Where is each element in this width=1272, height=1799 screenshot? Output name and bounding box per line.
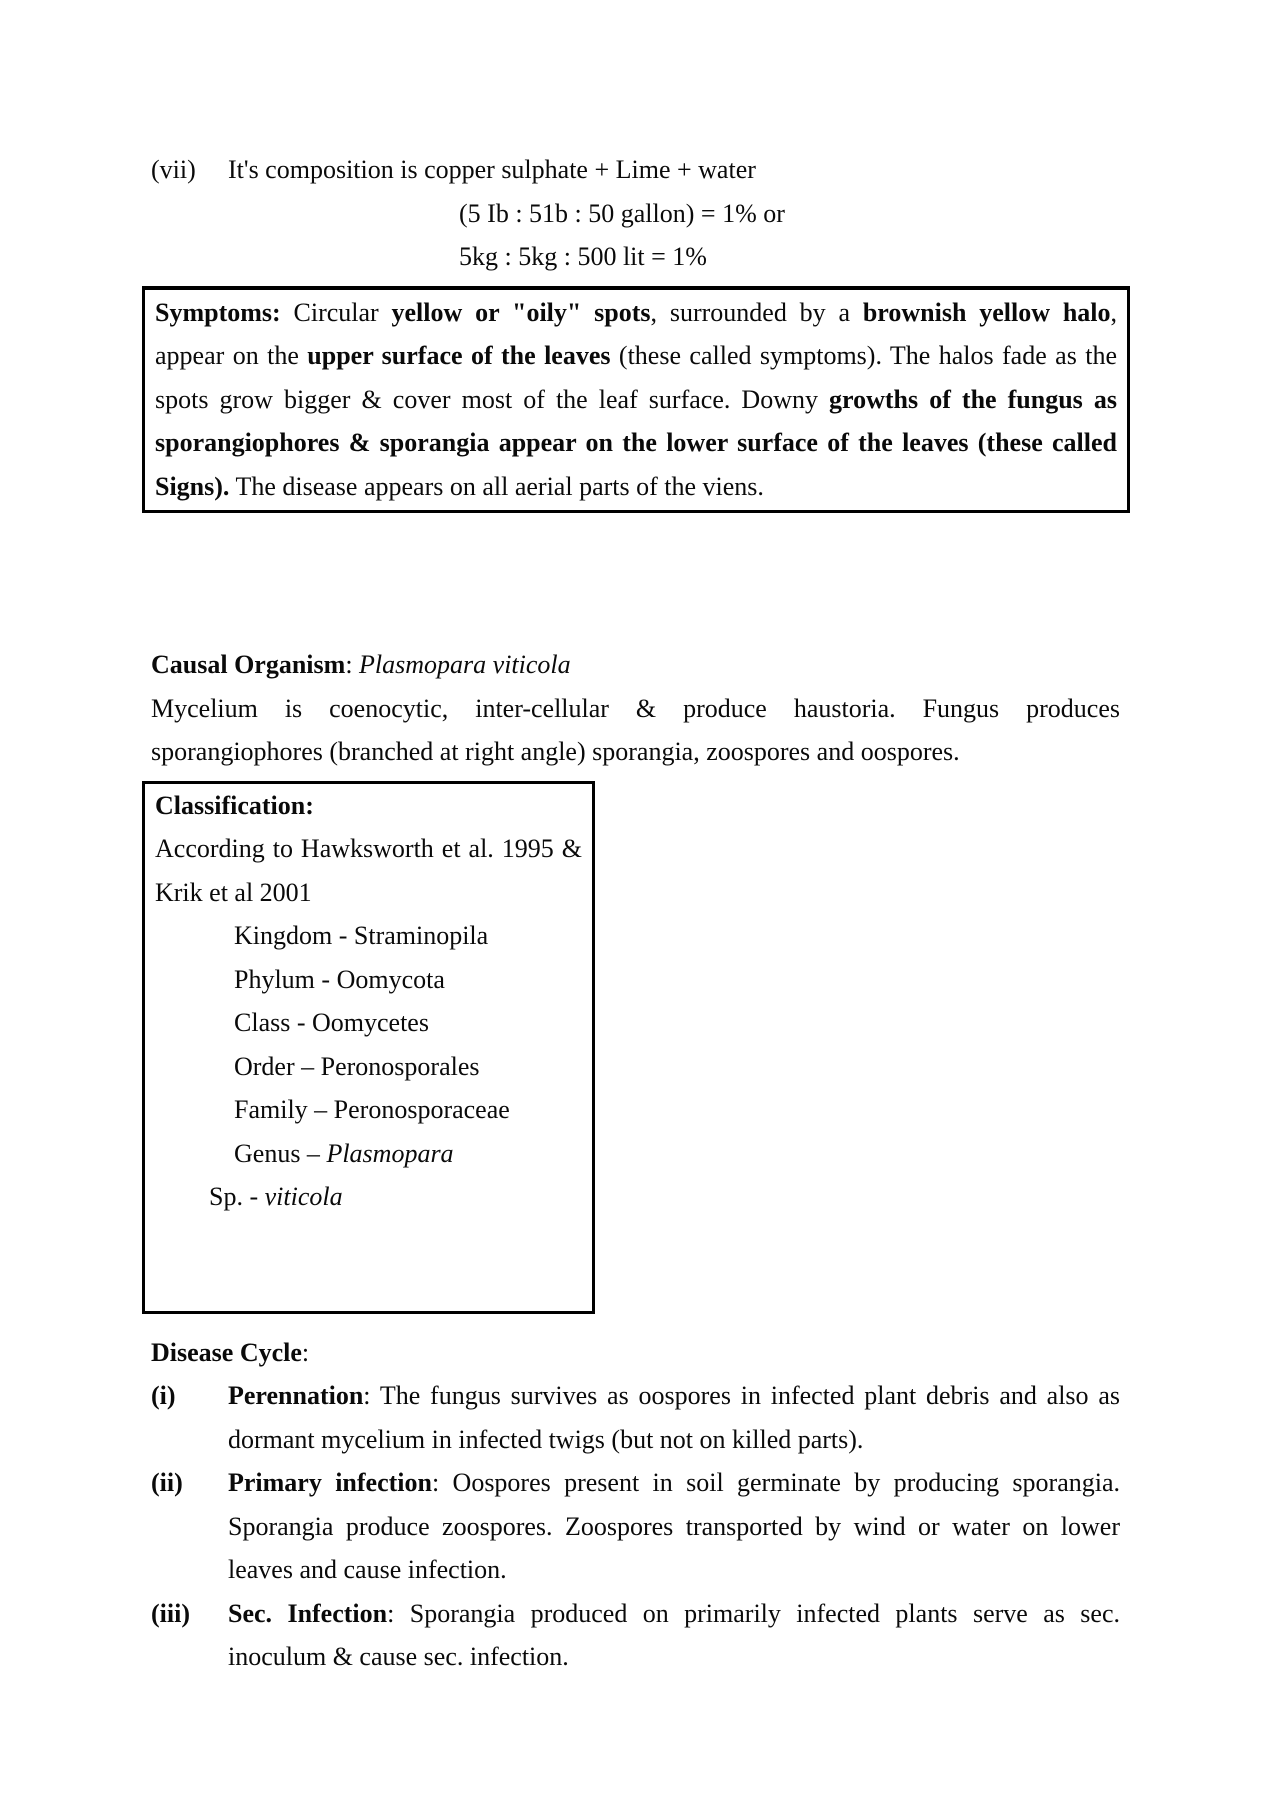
list-item-text: Sec. Infection: Sporangia produced on primarily infected plants serve as sec. inoculum & cause sec. infection. [228, 1598, 1120, 1671]
disease-cycle-heading: Disease Cycle: [151, 1337, 310, 1367]
composition-item [151, 148, 1120, 192]
classification-box [142, 781, 595, 1314]
causal-organism-body: Mycelium is coenocytic, inter-cellular & produce haustoria. Fungus produces sporangiophores (branched at right angle) sporangia, zoospores and oospores. [151, 693, 1120, 766]
taxonomy-entry-genus: Genus – Plasmopara [234, 1138, 454, 1168]
classification-title: Classification: [155, 790, 314, 820]
disease-cycle-item-secondary-infection [151, 1592, 1120, 1679]
taxonomy-entry-family: Family – Peronosporaceae [234, 1095, 510, 1124]
composition-text: It's composition is copper sulphate + Lime + water [228, 155, 756, 184]
taxonomy-entry-kingdom: Kingdom - Straminopila [234, 921, 489, 950]
causal-organism-heading: Causal Organism: Plasmopara viticola [151, 650, 571, 679]
document-page [151, 0, 1120, 1679]
list-item-marker: (vii) [151, 155, 196, 184]
taxonomy-entry-class: Class - Oomycetes [234, 1008, 429, 1037]
composition-ratio-metric: 5kg : 5kg : 500 lit = 1% [459, 242, 707, 271]
list-item-marker: (i) [151, 1381, 176, 1410]
classification-intro: According to Hawksworth et al. 1995 & Krik et al 2001 [155, 834, 582, 907]
list-item-text: Primary infection: Oospores present in soil germinate by producing sporangia. Sporangia produce zoospores. Zoospores transported by wind or water on lower leaves and cause infection. [228, 1468, 1121, 1584]
disease-cycle-item-primary-infection [151, 1461, 1120, 1592]
symptoms-paragraph: Symptoms: Circular yellow or "oily" spots, surrounded by a brownish yellow halo, appear on the upper surface of the leaves (these called symptoms). The halos fade as the spots grow bigger & cover most of the leaf surface. Downy growths of the fungus as sporangiophores & sporangia appear on the lower surface of the leaves (these called Signs). The disease appears on all aerial parts of the viens. [155, 297, 1118, 501]
list-item-marker: (ii) [151, 1468, 183, 1497]
symptoms-box [142, 286, 1130, 514]
disease-cycle-item-perennation [151, 1374, 1120, 1461]
composition-ratio-imperial: (5 Ib : 51b : 50 gallon) = 1% or [459, 198, 785, 228]
taxonomy-entry-order: Order – Peronosporales [234, 1051, 480, 1081]
taxonomy-entry-species: Sp. - viticola [209, 1182, 343, 1211]
taxonomy-entry-phylum: Phylum - Oomycota [234, 964, 445, 994]
list-item-marker: (iii) [151, 1598, 190, 1628]
list-item-text: Perennation: The fungus survives as oospores in infected plant debris and also as dormant mycelium in infected twigs (but not on killed parts). [228, 1381, 1120, 1454]
